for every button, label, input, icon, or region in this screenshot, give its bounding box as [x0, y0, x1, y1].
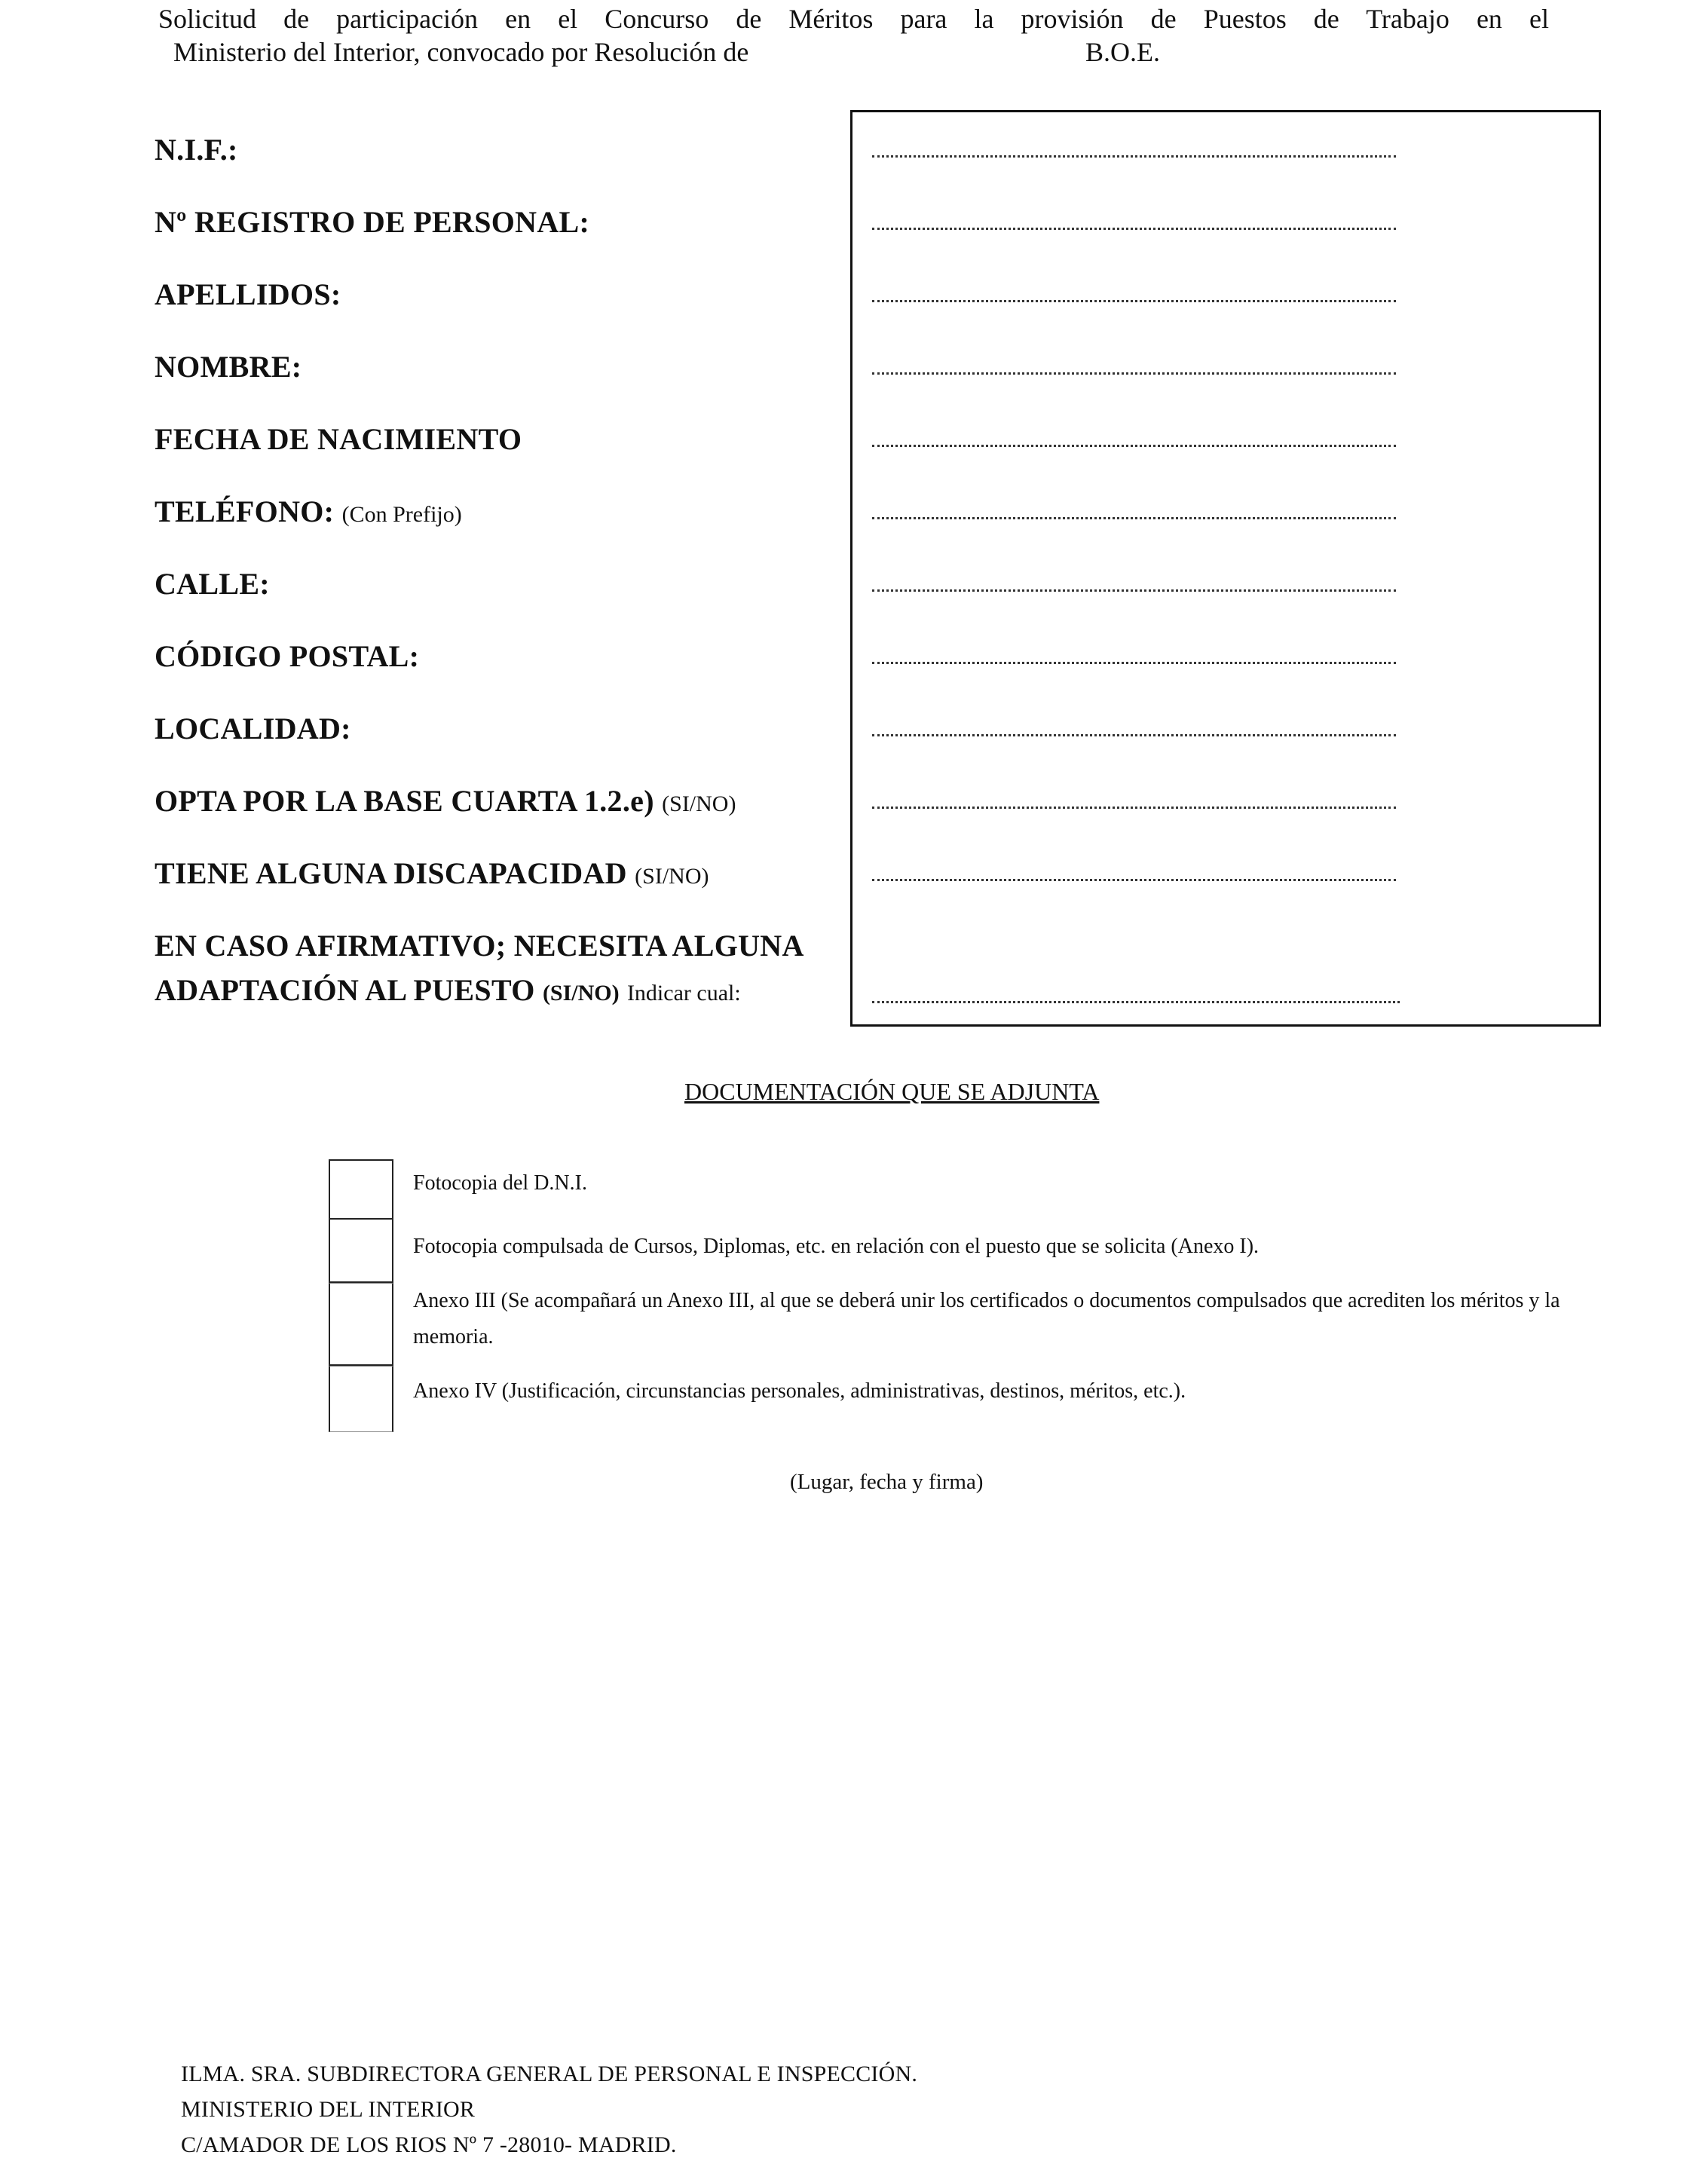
- input-opta-base[interactable]: [872, 807, 1396, 809]
- input-apellidos[interactable]: [872, 300, 1396, 302]
- header-boe: B.O.E.: [1085, 37, 1160, 67]
- input-localidad[interactable]: [872, 734, 1396, 736]
- label-opta-base-note: (SI/NO): [662, 791, 736, 816]
- checkbox-anexo-iii[interactable]: [329, 1283, 393, 1366]
- signature-line: (Lugar, fecha y firma): [790, 1470, 984, 1494]
- label-adaptacion-sino: (SI/NO): [542, 981, 620, 1006]
- header-title-line1: Solicitud de participación en el Concurso de Méritos para la provisión de Puestos de Trabajo en el: [158, 4, 1549, 34]
- label-codigo-postal: CÓDIGO POSTAL:: [155, 639, 420, 673]
- doc-item-dni: Fotocopia del D.N.I.: [413, 1171, 587, 1195]
- doc-item-cursos: Fotocopia compulsada de Cursos, Diplomas, etc. en relación con el puesto que se solicita (Anexo I).: [413, 1235, 1260, 1258]
- input-calle[interactable]: [872, 589, 1396, 592]
- label-nombre: NOMBRE:: [155, 350, 302, 384]
- doc-item-anexo-iii: Anexo III (Se acompañará un Anexo III, al que se deberá unir los certificados o documentos compulsados que acrediten los méritos y la memoria.: [413, 1289, 1560, 1348]
- checkbox-dni[interactable]: [329, 1159, 393, 1220]
- input-registro-personal[interactable]: [872, 228, 1396, 230]
- label-apellidos: APELLIDOS:: [155, 277, 341, 311]
- footer-address: C/AMADOR DE LOS RIOS Nº 7 -28010- MADRID.: [181, 2132, 677, 2157]
- label-fecha-nacimiento: FECHA DE NACIMIENTO: [155, 422, 522, 456]
- label-opta-base: OPTA POR LA BASE CUARTA 1.2.e) (SI/NO): [155, 784, 736, 818]
- input-fecha-nacimiento[interactable]: [872, 445, 1396, 447]
- label-nif: N.I.F.:: [155, 133, 238, 167]
- label-adaptacion-line1: EN CASO AFIRMATIVO; NECESITA ALGUNA: [155, 929, 804, 963]
- label-adaptacion-line2: ADAPTACIÓN AL PUESTO (SI/NO) Indicar cual:: [155, 973, 741, 1007]
- input-adaptacion[interactable]: [872, 1001, 1400, 1003]
- label-adaptacion-note: Indicar cual:: [626, 981, 741, 1006]
- documentation-title: DOCUMENTACIÓN QUE SE ADJUNTA: [684, 1078, 1100, 1105]
- label-telefono-note: (Con Prefijo): [341, 502, 462, 527]
- data-entry-box: [850, 110, 1601, 1027]
- input-telefono[interactable]: [872, 517, 1396, 519]
- label-calle: CALLE:: [155, 567, 270, 601]
- label-discapacidad-note: (SI/NO): [635, 864, 709, 889]
- header-title-line2: Ministerio del Interior, convocado por Resolución de: [173, 37, 749, 67]
- checkbox-cursos[interactable]: [329, 1220, 393, 1283]
- footer-ministry: MINISTERIO DEL INTERIOR: [181, 2097, 476, 2122]
- footer-recipient: ILMA. SRA. SUBDIRECTORA GENERAL DE PERSONAL E INSPECCIÓN.: [181, 2062, 918, 2086]
- label-registro-personal: Nº REGISTRO DE PERSONAL:: [155, 205, 590, 239]
- input-codigo-postal[interactable]: [872, 662, 1396, 664]
- input-nif[interactable]: [872, 155, 1396, 158]
- input-discapacidad[interactable]: [872, 879, 1396, 881]
- label-localidad: LOCALIDAD:: [155, 712, 351, 745]
- doc-item-anexo-iv: Anexo IV (Justificación, circunstancias personales, administrativas, destinos, méritos, etc.).: [413, 1379, 1186, 1403]
- checkbox-anexo-iv[interactable]: [329, 1366, 393, 1432]
- label-discapacidad: TIENE ALGUNA DISCAPACIDAD (SI/NO): [155, 856, 709, 890]
- label-telefono: TELÉFONO: (Con Prefijo): [155, 494, 462, 528]
- input-nombre[interactable]: [872, 372, 1396, 375]
